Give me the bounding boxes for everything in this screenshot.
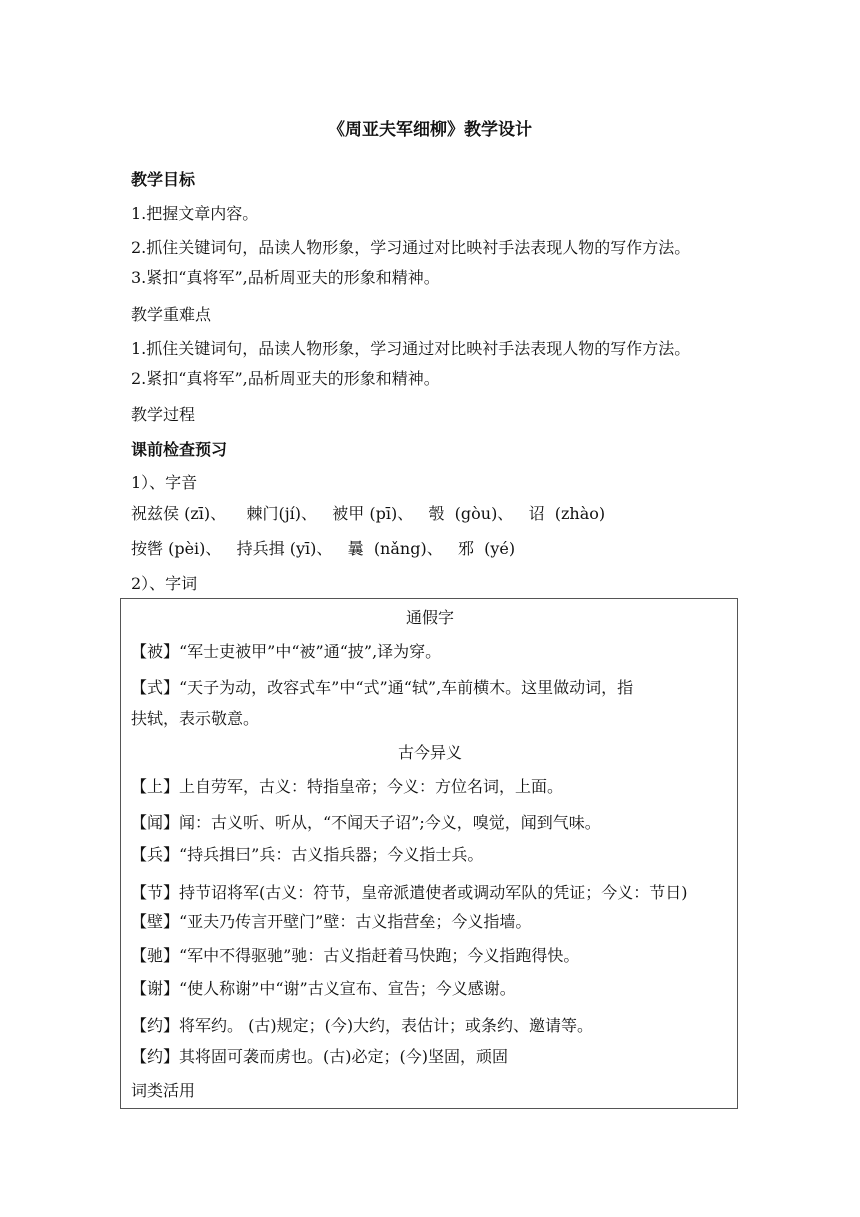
gujin-item-7: 【谢】“使人称谢”中“谢”古义宣布、宣告；今义感谢。	[131, 979, 516, 998]
gujin-heading: 古今异义	[397, 743, 462, 762]
gujin-item-9: 【约】其将固可袭而虏也。(古)必定；(今)坚固，顽固	[131, 1047, 508, 1066]
preview-heading: 课前检查预习	[131, 440, 228, 459]
key-points-heading: 教学重难点	[131, 305, 212, 324]
tongjia-item-1: 【被】“军士吏被甲”中“被”通“披”,译为穿。	[131, 642, 442, 661]
tongjia-item-2: 【式】“天子为动，改容式车”中“式”通“轼”,车前横木。这里做动词，指	[131, 678, 634, 697]
pronunciation-line-2: 按辔 (pèi)、 持兵揖 (yī)、 曩 (nǎng)、 邪 (yé)	[131, 539, 516, 558]
gujin-item-5: 【壁】“亚夫乃传言开壁门”壁：古义指营垒；今义指墙。	[131, 912, 532, 931]
vocab-table-box	[120, 598, 738, 1109]
tongjia-item-2-cont: 扶轼，表示敬意。	[131, 709, 260, 728]
gujin-item-3: 【兵】“持兵揖曰”兵：古义指兵器；今义指士兵。	[131, 845, 484, 864]
goal-item-2: 2.抓住关键词句，品读人物形象，学习通过对比映衬手法表现人物的写作方法。	[131, 238, 691, 257]
tongjia-heading: 通假字	[405, 608, 454, 627]
goals-heading: 教学目标	[131, 170, 196, 189]
gujin-item-4: 【节】持节诏将军(古义：符节，皇帝派遣使者或调动军队的凭证；今义：节日)	[131, 883, 688, 902]
vocab-heading: 2）、字词	[131, 574, 198, 593]
goal-item-1: 1.把握文章内容。	[131, 204, 259, 223]
goal-item-3: 3.紧扣“真将军”,品析周亚夫的形象和精神。	[131, 268, 440, 287]
gujin-item-2: 【闻】闻：古义听、听从，“不闻天子诏”;今义，嗅觉，闻到气味。	[131, 813, 601, 832]
page-title: 《周亚夫军细柳》教学设计	[328, 120, 532, 140]
cilei-heading: 词类活用	[131, 1081, 196, 1100]
gujin-item-1: 【上】上自劳军，古义：特指皇帝；今义：方位名词，上面。	[131, 777, 564, 796]
process-heading: 教学过程	[131, 405, 196, 424]
key-point-item-2: 2.紧扣“真将军”,品析周亚夫的形象和精神。	[131, 369, 440, 388]
key-point-item-1: 1.抓住关键词句，品读人物形象，学习通过对比映衬手法表现人物的写作方法。	[131, 339, 691, 358]
gujin-item-8: 【约】将军约。 (古)规定；(今)大约，表估计；或条约、邀请等。	[131, 1016, 594, 1035]
gujin-item-6: 【驰】“军中不得驱驰”驰：古义指赶着马快跑；今义指跑得快。	[131, 946, 580, 965]
pronunciation-heading: 1）、字音	[131, 473, 198, 492]
pronunciation-line-1: 祝兹侯 (zī)、 棘门(jí)、 被甲 (pī)、 彀 (gòu)、 诏 (zhào)	[131, 504, 606, 523]
